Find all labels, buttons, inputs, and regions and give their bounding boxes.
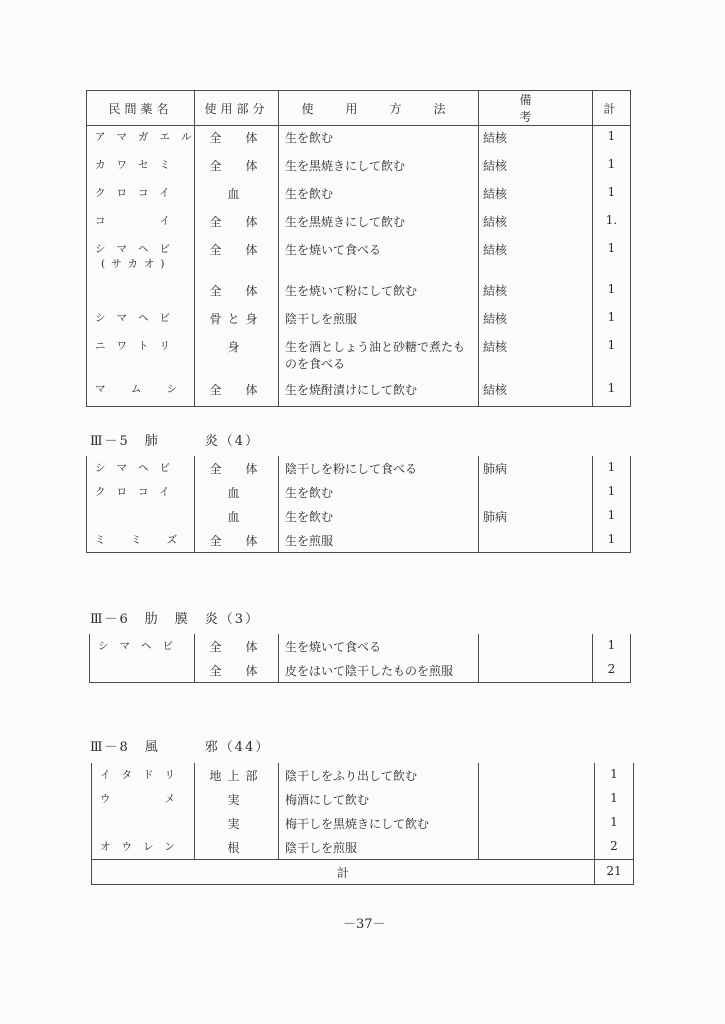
cell-method: 生を焼いて食べる xyxy=(279,634,479,658)
cell-note: 結核 xyxy=(479,182,593,210)
header-note: 備 考 xyxy=(479,91,593,126)
cell-part: 全 体 xyxy=(195,154,279,182)
cell-name: シマヘビ xyxy=(90,634,195,658)
cell-name-main: シマヘビ xyxy=(95,243,181,255)
cell-method: 陰干しを煎服 xyxy=(279,307,479,335)
cell-note: 結核 xyxy=(479,210,593,238)
cell-name: ウ メ xyxy=(92,787,195,811)
cell-part: 実 xyxy=(195,811,279,835)
table-row xyxy=(87,126,631,155)
header-name: 民間薬名 xyxy=(87,91,195,126)
cell-count: 1 xyxy=(593,378,631,407)
cell-count: 1 xyxy=(593,126,631,155)
cell-count: 1 xyxy=(593,504,631,528)
cell-note xyxy=(479,634,593,658)
cell-part: 根 xyxy=(195,835,279,860)
cell-count: 1 xyxy=(595,763,634,787)
cell-count: 1 xyxy=(593,634,631,658)
cell-name: マ ム シ xyxy=(87,378,195,407)
table-row xyxy=(90,658,631,683)
cell-note: 結核 xyxy=(479,238,593,279)
cell-note: 結核 xyxy=(479,154,593,182)
table-row xyxy=(87,279,631,307)
table-row xyxy=(87,182,631,210)
header-part: 使用部分 xyxy=(195,91,279,126)
cell-method: 陰干しをふり出して飲む xyxy=(279,763,479,787)
cell-name: オウレン xyxy=(92,835,195,860)
cell-note xyxy=(479,787,595,811)
cell-part: 実 xyxy=(195,787,279,811)
cell-name: イタドリ xyxy=(92,763,195,787)
total-label: 計 xyxy=(92,860,595,885)
cell-note: 肺病 xyxy=(479,456,593,480)
cell-name: ミ ミ ズ xyxy=(87,528,195,553)
cell-part: 全 体 xyxy=(195,456,279,480)
cell-part: 全 体 xyxy=(195,658,279,683)
cell-method: 梅干しを黒焼きにして飲む xyxy=(279,811,479,835)
cell-part: 身 xyxy=(195,335,279,378)
cell-count: 1 xyxy=(593,335,631,378)
cell-method: 陰干しを煎服 xyxy=(279,835,479,860)
cell-method: 生を焼いて食べる xyxy=(279,238,479,279)
cell-method: 生を酒としょう油と砂糖で煮たものを食べる xyxy=(279,335,479,378)
cell-note: 結核 xyxy=(479,378,593,407)
cell-count: 2 xyxy=(595,835,634,860)
cell-note xyxy=(479,811,595,835)
section-heading-pleurisy: Ⅲ－6 肋 膜 炎（3） xyxy=(90,612,261,627)
cell-name xyxy=(87,238,195,279)
cell-part: 全 体 xyxy=(195,634,279,658)
cell-note: 肺病 xyxy=(479,504,593,528)
table-row xyxy=(92,787,634,811)
cell-count: 1 xyxy=(595,787,634,811)
table-row xyxy=(87,528,631,553)
cell-part: 全 体 xyxy=(195,528,279,553)
cell-name: カワセミ xyxy=(87,154,195,182)
cell-note xyxy=(479,835,595,860)
table-row xyxy=(87,504,631,528)
total-row xyxy=(92,860,634,885)
cell-name-alias: (サカオ) xyxy=(101,258,171,270)
table-row xyxy=(92,811,634,835)
cell-name: クロコイ xyxy=(87,480,195,504)
cell-part: 全 体 xyxy=(195,279,279,307)
table-row xyxy=(92,835,634,860)
cell-note xyxy=(479,763,595,787)
cell-note xyxy=(479,480,593,504)
table-row xyxy=(87,456,631,480)
table-row xyxy=(87,335,631,378)
cell-name: ニワトリ xyxy=(87,335,195,378)
cell-count: 2 xyxy=(593,658,631,683)
table-row xyxy=(87,210,631,238)
cell-method: 生を焼酎漬けにして飲む xyxy=(279,378,479,407)
table-row xyxy=(87,307,631,335)
cell-count: 1 xyxy=(593,154,631,182)
cell-method: 生を飲む xyxy=(279,480,479,504)
cell-count: 1 xyxy=(593,238,631,279)
section-heading-cold: Ⅲ－8 風 邪（44） xyxy=(90,740,271,755)
table-row xyxy=(90,634,631,658)
table-row xyxy=(87,238,631,279)
cell-name: シマヘビ xyxy=(87,307,195,335)
cell-method: 生を煎服 xyxy=(279,528,479,553)
table-row xyxy=(87,154,631,182)
cell-count: 1 xyxy=(595,811,634,835)
cell-count: 1 xyxy=(593,456,631,480)
cell-part: 血 xyxy=(195,504,279,528)
page-number: －37－ xyxy=(343,917,386,932)
cell-name: クロコイ xyxy=(87,182,195,210)
cell-method: 生を黒焼きにして飲む xyxy=(279,210,479,238)
cell-part: 全 体 xyxy=(195,210,279,238)
cell-name: アマガエル xyxy=(87,126,195,155)
cell-method: 生を黒焼きにして飲む xyxy=(279,154,479,182)
cell-note xyxy=(479,658,593,683)
cell-method: 生を飲む xyxy=(279,182,479,210)
header-method: 使 用 方 法 xyxy=(279,91,479,126)
cell-count: 1 xyxy=(593,182,631,210)
total-value: 21 xyxy=(595,860,634,885)
cell-part: 血 xyxy=(195,480,279,504)
cell-count: 1 xyxy=(593,279,631,307)
cell-part: 全 体 xyxy=(195,238,279,279)
cell-note xyxy=(479,528,593,553)
medicine-table-pleurisy xyxy=(89,634,631,683)
cell-method: 生を焼いて粉にして飲む xyxy=(279,279,479,307)
cell-name xyxy=(92,811,195,835)
medicine-table-pneumonia xyxy=(86,456,631,553)
header-count: 計 xyxy=(593,91,631,126)
table-header-row xyxy=(87,91,631,126)
cell-count: 1 xyxy=(593,528,631,553)
cell-name: コ イ xyxy=(87,210,195,238)
cell-count: 1 xyxy=(593,307,631,335)
cell-count: 1. xyxy=(593,210,631,238)
table-row xyxy=(87,480,631,504)
cell-method: 皮をはいて陰干したものを煎服 xyxy=(279,658,479,683)
cell-method: 陰干しを粉にして食べる xyxy=(279,456,479,480)
cell-note: 結核 xyxy=(479,335,593,378)
cell-part: 骨と身 xyxy=(195,307,279,335)
table-row xyxy=(87,378,631,407)
cell-part: 地上部 xyxy=(195,763,279,787)
table-row xyxy=(92,763,634,787)
cell-note: 結核 xyxy=(479,279,593,307)
cell-name xyxy=(87,504,195,528)
cell-method: 梅酒にして飲む xyxy=(279,787,479,811)
cell-name xyxy=(87,279,195,307)
section-heading-pneumonia: Ⅲ－5 肺 炎（4） xyxy=(90,434,261,449)
cell-method: 生を飲む xyxy=(279,126,479,155)
cell-note: 結核 xyxy=(479,126,593,155)
medicine-table-cold xyxy=(91,763,634,885)
cell-method: 生を飲む xyxy=(279,504,479,528)
cell-name xyxy=(90,658,195,683)
cell-count: 1 xyxy=(593,480,631,504)
cell-part: 血 xyxy=(195,182,279,210)
medicine-table-tuberculosis xyxy=(86,90,631,407)
cell-part: 全 体 xyxy=(195,378,279,407)
cell-note: 結核 xyxy=(479,307,593,335)
cell-part: 全 体 xyxy=(195,126,279,155)
cell-name: シマヘビ xyxy=(87,456,195,480)
